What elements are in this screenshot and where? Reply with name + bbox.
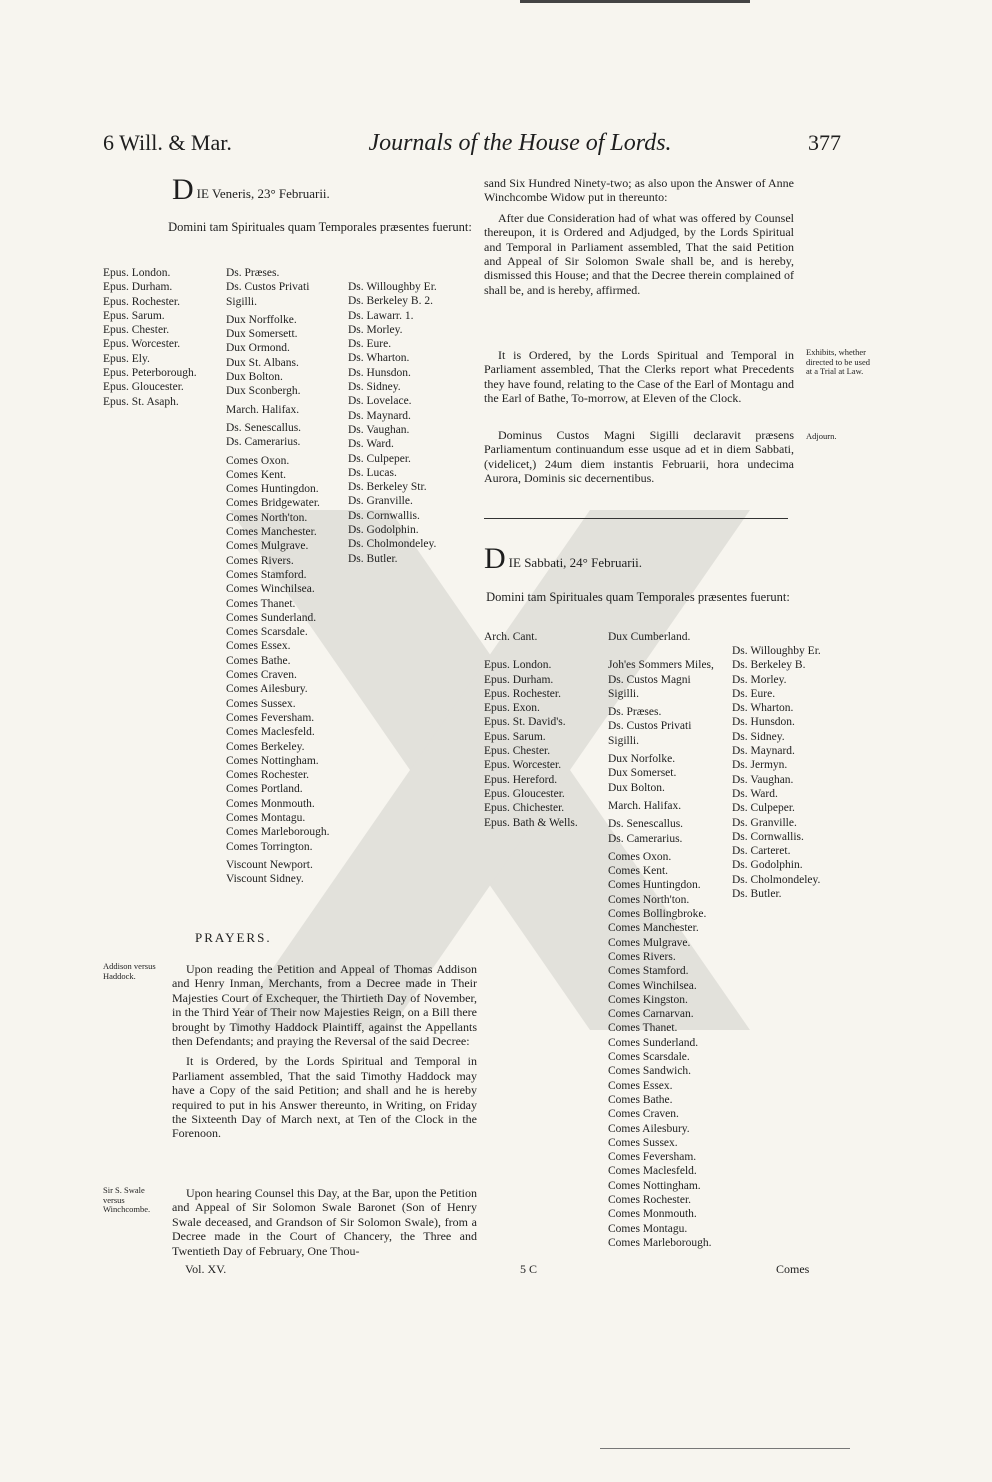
peer-name: Comes Maclesfeld. bbox=[608, 1165, 697, 1178]
entry-exhibits bbox=[484, 348, 794, 412]
volume-line: Vol. XV. bbox=[185, 1262, 227, 1276]
peer-name: Comes Berkeley. bbox=[226, 740, 305, 753]
peer-name: Comes Stamford. bbox=[226, 568, 307, 581]
peer-name: Sigilli. bbox=[608, 687, 639, 700]
peer-name: Comes Sandwich. bbox=[608, 1065, 692, 1078]
peer-name: Sigilli. bbox=[226, 295, 257, 308]
peer-name: Ds. Eure. bbox=[732, 687, 776, 700]
running-head-left: 6 Will. & Mar. bbox=[103, 130, 232, 155]
peer-name: Ds. Custos Privati bbox=[226, 281, 310, 294]
peer-name: Ds. Willoughby Er. bbox=[732, 645, 821, 657]
swale-continuation bbox=[484, 176, 794, 303]
peer-name: Comes Craven. bbox=[226, 669, 297, 682]
peer-name: Ds. Cornwallis. bbox=[348, 509, 420, 522]
session-heading-saturday bbox=[484, 542, 784, 575]
peer-name: Ds. Cholmondeley. bbox=[348, 538, 437, 551]
peer-name: Ds. Sidney. bbox=[348, 381, 401, 394]
session-heading-friday bbox=[172, 173, 472, 206]
top-rule bbox=[520, 0, 750, 3]
peer-name: Comes Feversham. bbox=[226, 711, 315, 724]
peer-name: Ds. Willoughby Er. bbox=[348, 281, 437, 293]
peer-name: Ds. Præses. bbox=[226, 267, 280, 279]
paragraph: Dominus Custos Magni Sigilli declaravit præsens Parliamentum continuandum esse usque ad et in diem Sabbati, (videlicet,) 24um diem instantis Februarii, hora undecima Aurora, Dominis sic decernentibus. bbox=[484, 428, 794, 486]
peer-name: Comes Nottingham. bbox=[226, 754, 319, 767]
peer-name: Dux Bolton. bbox=[608, 781, 665, 794]
peer-name: Ds. Granville. bbox=[348, 495, 413, 508]
peer-name: Dux Ormond. bbox=[226, 342, 290, 355]
peer-name: Joh'es Sommers Miles, bbox=[608, 659, 714, 672]
peer-name: Ds. Culpeper. bbox=[732, 802, 795, 815]
peer-name: Ds. Granville. bbox=[732, 816, 797, 829]
dropcap: D bbox=[484, 542, 506, 575]
session2-bishops-column bbox=[484, 630, 578, 830]
paragraph: Upon hearing Counsel this Day, at the Bar, upon the Petition and Appeal of Sir Solomon Swale Baronet (Son of Henry Swale deceased, and Grandson of Sir Solomon Swale), from a Decree made in the Court of Chancery, the Three and Twentieth Day of February, One Thou- bbox=[172, 1186, 477, 1258]
peer-name: Comes Huntingdon. bbox=[226, 483, 319, 496]
peer-name: Comes Carnarvan. bbox=[608, 1008, 694, 1021]
session1-barons-column bbox=[348, 280, 437, 566]
margin-note-adjourn: Adjourn. bbox=[806, 431, 837, 441]
paragraph: It is Ordered, by the Lords Spiritual and Temporal in Parliament assembled, That the Clerks report what Precedents they have found, relating to the Case of the Earl of Montagu and the Earl of Bathe, To-morrow, at Eleven of the Clock. bbox=[484, 348, 794, 406]
peer-name: Comes Sussex. bbox=[226, 697, 296, 710]
peer-name: Comes Nottingham. bbox=[608, 1179, 701, 1192]
peer-name: Viscount Newport. bbox=[226, 858, 313, 871]
peer-name: Epus. Durham. bbox=[484, 673, 554, 686]
peer-name: Ds. Maynard. bbox=[732, 745, 795, 758]
margin-note-exhibits: Exhibits, whether directed to be used at a Trial at Law. bbox=[806, 347, 870, 376]
peer-name: Ds. Carteret. bbox=[732, 845, 791, 858]
peer-name: Comes Winchilsea. bbox=[226, 583, 315, 596]
peer-name: Ds. Wharton. bbox=[348, 352, 410, 365]
peer-name: Comes Sussex. bbox=[608, 1136, 678, 1149]
peer-name: Comes Thanet. bbox=[226, 597, 296, 610]
peer-name: Ds. Culpeper. bbox=[348, 452, 411, 465]
prayers-heading: PRAYERS. bbox=[195, 930, 272, 945]
peer-name: Comes Bathe. bbox=[226, 654, 291, 667]
peer-name: Comes Monmouth. bbox=[608, 1208, 697, 1221]
catchword: Comes bbox=[776, 1262, 810, 1276]
peer-name: Comes Rochester. bbox=[608, 1193, 692, 1206]
session-title: IE Sabbati, 24° Februarii. bbox=[508, 555, 643, 570]
peer-name: Comes Bathe. bbox=[608, 1093, 673, 1106]
peer-name: Ds. Vaughan. bbox=[348, 423, 410, 436]
peer-name: Ds. Godolphin. bbox=[732, 859, 803, 872]
peer-name: Comes Sunderland. bbox=[226, 611, 317, 624]
peer-name bbox=[484, 644, 578, 658]
peer-name: Ds. Ward. bbox=[348, 438, 394, 451]
peer-name: Comes Stamford. bbox=[608, 965, 689, 978]
peer-name: Dux St. Albans. bbox=[226, 356, 299, 369]
peer-name: Ds. Ward. bbox=[732, 787, 778, 800]
peer-name: Comes Feversham. bbox=[608, 1151, 697, 1164]
peer-name: Arch. Cant. bbox=[484, 631, 538, 643]
peer-name: Ds. Maynard. bbox=[348, 409, 411, 422]
peer-name: Epus. Chichester. bbox=[484, 802, 565, 815]
peer-name: Dux Somersett. bbox=[226, 328, 298, 341]
peer-name: Epus. Worcester. bbox=[103, 338, 181, 351]
peer-name: Ds. Hunsdon. bbox=[348, 366, 411, 379]
peer-name: Comes Thanet. bbox=[608, 1022, 678, 1035]
bottom-rule bbox=[600, 1448, 850, 1449]
peer-name: March. Halifax. bbox=[608, 799, 682, 812]
peer-name: Comes Manchester. bbox=[226, 526, 317, 539]
peer-name: Epus. Sarum. bbox=[103, 309, 165, 322]
peer-name: Ds. Custos Privati bbox=[608, 720, 692, 733]
peer-name: Comes Ailesbury. bbox=[608, 1122, 690, 1135]
paragraph: It is Ordered, by the Lords Spiritual and Temporal in Parliament assembled, That the said Timothy Haddock may have a Copy of the said Petition; and shall and he is hereby required to put in his Answer thereunto, in Writing, on Friday the Sixteenth Day of March next, at Ten of the Clock in the Forenoon. bbox=[172, 1054, 477, 1141]
peer-name: Comes Monmouth. bbox=[226, 797, 315, 810]
peer-name: Ds. Cornwallis. bbox=[732, 830, 804, 843]
peer-name: Ds. Lawarr. 1. bbox=[348, 309, 414, 322]
peer-name: Comes Montagu. bbox=[226, 811, 306, 824]
peer-name: Comes North'ton. bbox=[226, 511, 308, 524]
peer-name: Comes Marleborough. bbox=[226, 826, 330, 839]
peer-name: Ds. Morley. bbox=[348, 323, 403, 336]
peer-name: Epus. Rochester. bbox=[103, 295, 180, 308]
section-divider bbox=[484, 518, 788, 519]
present-line: Domini tam Spirituales quam Temporales præsentes fuerunt: bbox=[486, 590, 790, 604]
peer-name: Comes Kingston. bbox=[608, 993, 688, 1006]
peer-name: Epus. Chester. bbox=[484, 745, 551, 758]
peer-name: Comes Rivers. bbox=[226, 554, 294, 567]
peer-name: Ds. Berkeley B. bbox=[732, 659, 806, 672]
peer-name: Epus. Ely. bbox=[103, 352, 150, 365]
page-number: 377 bbox=[808, 130, 841, 155]
present-line: Domini tam Spirituales quam Temporales præsentes fuerunt: bbox=[168, 220, 472, 234]
peer-name: Dux Sconbergh. bbox=[226, 385, 301, 398]
peer-name: Comes Torrington. bbox=[226, 840, 313, 853]
peer-name: Ds. Berkeley B. 2. bbox=[348, 295, 433, 308]
peer-name: Epus. Hereford. bbox=[484, 773, 558, 786]
peer-name: Comes Huntingdon. bbox=[608, 879, 701, 892]
peer-name: Ds. Cholmondeley. bbox=[732, 873, 821, 886]
entry-swale bbox=[172, 1186, 477, 1264]
paragraph: Upon reading the Petition and Appeal of Thomas Addison and Henry Inman, Merchants, from a Decree made in Their Majesties Court of Exchequer, the Thirtieth Day of November, in the Third Year of Their now Majesties Reign, on a Bill there brought by Timothy Haddock Plaintiff, against the Appellants then Defendants; and praying the Reversal of the said Decree: bbox=[172, 962, 477, 1049]
peer-name: Ds. Butler. bbox=[348, 552, 398, 565]
peer-name: Comes Essex. bbox=[226, 640, 291, 653]
peer-name: Comes Mulgrave. bbox=[608, 936, 691, 949]
peer-name: Ds. Eure. bbox=[348, 338, 392, 351]
peer-name: Ds. Custos Magni bbox=[608, 673, 691, 686]
peer-name: Comes Ailesbury. bbox=[226, 683, 308, 696]
peer-name: Comes Manchester. bbox=[608, 922, 699, 935]
peer-name: Comes Bridgewater. bbox=[226, 497, 320, 510]
peer-name: Ds. Sidney. bbox=[732, 730, 785, 743]
margin-note-addison: Addison versus Haddock. bbox=[103, 961, 156, 981]
peer-name: Comes Maclesfeld. bbox=[226, 726, 315, 739]
signature-mark: 5 C bbox=[520, 1262, 538, 1276]
peer-name: Ds. Camerarius. bbox=[226, 436, 301, 449]
peer-name: Epus. Gloucester. bbox=[484, 787, 565, 800]
peer-name: Epus. Durham. bbox=[103, 281, 173, 294]
peer-name: Epus. London. bbox=[103, 267, 171, 279]
peer-name: Comes Winchilsea. bbox=[608, 979, 697, 992]
peer-name: Epus. London. bbox=[484, 659, 552, 672]
peer-name: Dux Somerset. bbox=[608, 767, 677, 780]
peer-name: Comes Marleborough. bbox=[608, 1236, 712, 1249]
peer-name: Ds. Senescallus. bbox=[226, 421, 302, 434]
peer-name: Dux Norffolke. bbox=[226, 313, 297, 326]
peer-name: Ds. Lucas. bbox=[348, 466, 397, 479]
peer-name: Ds. Camerarius. bbox=[608, 832, 683, 845]
peer-name: Ds. Jermyn. bbox=[732, 759, 788, 772]
peer-name: Ds. Senescallus. bbox=[608, 818, 684, 831]
running-head-title: Journals of the House of Lords. bbox=[368, 130, 672, 156]
peer-name: Ds. Wharton. bbox=[732, 702, 794, 715]
peer-name: Epus. Gloucester. bbox=[103, 381, 184, 394]
peer-name: Dux Cumberland. bbox=[608, 631, 691, 643]
peer-name: Comes Oxon. bbox=[226, 454, 290, 467]
dropcap: D bbox=[172, 173, 194, 206]
peer-name: Epus. Sarum. bbox=[484, 730, 546, 743]
peer-name: Viscount Sidney. bbox=[226, 873, 304, 886]
peer-name: Comes Kent. bbox=[226, 468, 287, 481]
session-title: IE Veneris, 23° Februarii. bbox=[196, 186, 330, 201]
peer-name: Epus. Peterborough. bbox=[103, 367, 197, 380]
peer-name: Epus. Exon. bbox=[484, 702, 540, 715]
peer-name: Dux Bolton. bbox=[226, 371, 283, 384]
peer-name: Epus. Chester. bbox=[103, 324, 170, 337]
peer-name: Epus. Worcester. bbox=[484, 759, 562, 772]
peer-name: Comes Sunderland. bbox=[608, 1036, 699, 1049]
peer-name: Comes Rochester. bbox=[226, 769, 310, 782]
peer-name: Epus. Rochester. bbox=[484, 687, 561, 700]
peer-name: Comes North'ton. bbox=[608, 893, 690, 906]
paragraph: After due Consideration had of what was offered by Counsel thereupon, it is Ordered and Adjudged, by the Lords Spiritual and Temporal in Parliament assembled, That the said Petition and Appeal of Sir Solomon Swale shall be, and is hereby, dismissed this House; and that the Decree therein complained of shall be, and is hereby, affirmed. bbox=[484, 210, 794, 297]
peer-name: Epus. St. Asaph. bbox=[103, 395, 179, 408]
peer-name: Ds. Præses. bbox=[608, 706, 662, 719]
peer-name: Epus. St. David's. bbox=[484, 716, 566, 729]
peer-name: Comes Scarsdale. bbox=[608, 1051, 690, 1064]
peer-name: Comes Mulgrave. bbox=[226, 540, 309, 553]
peer-name: Ds. Morley. bbox=[732, 673, 787, 686]
session1-peers-column bbox=[226, 266, 329, 886]
peer-name: Dux Norfolke. bbox=[608, 753, 676, 766]
peer-name: Comes Rivers. bbox=[608, 950, 676, 963]
peer-name: Comes Portland. bbox=[226, 783, 303, 796]
entry-addison bbox=[172, 962, 477, 1147]
peer-name: Comes Craven. bbox=[608, 1108, 679, 1121]
peer-name: Epus. Bath & Wells. bbox=[484, 816, 578, 829]
margin-note-swale: Sir S. Swale versus Winchcombe. bbox=[103, 1185, 151, 1214]
peer-name: Comes Essex. bbox=[608, 1079, 673, 1092]
peer-name: Ds. Godolphin. bbox=[348, 524, 419, 537]
peer-name: Ds. Berkeley Str. bbox=[348, 481, 427, 494]
session1-bishops-column bbox=[103, 266, 197, 409]
peer-name: Ds. Hunsdon. bbox=[732, 716, 795, 729]
peer-name: March. Halifax. bbox=[226, 403, 300, 416]
peer-name: Ds. Butler. bbox=[732, 888, 782, 901]
peer-name: Comes Scarsdale. bbox=[226, 626, 308, 639]
peer-name bbox=[608, 644, 714, 658]
peer-name: Comes Montagu. bbox=[608, 1222, 688, 1235]
peer-name: Comes Bollingbroke. bbox=[608, 908, 707, 921]
peer-name: Ds. Lovelace. bbox=[348, 395, 412, 408]
peer-name: Sigilli. bbox=[608, 734, 639, 747]
peer-name: Ds. Vaughan. bbox=[732, 773, 794, 786]
paragraph: sand Six Hundred Ninety-two; as also upon the Answer of Anne Winchcombe Widow put in thereunto: bbox=[484, 176, 794, 205]
peer-name: Comes Oxon. bbox=[608, 850, 672, 863]
peer-name: Comes Kent. bbox=[608, 865, 669, 878]
entry-adjourn bbox=[484, 428, 794, 492]
session2-peers-column bbox=[608, 630, 714, 1250]
session2-barons-column bbox=[732, 644, 821, 901]
